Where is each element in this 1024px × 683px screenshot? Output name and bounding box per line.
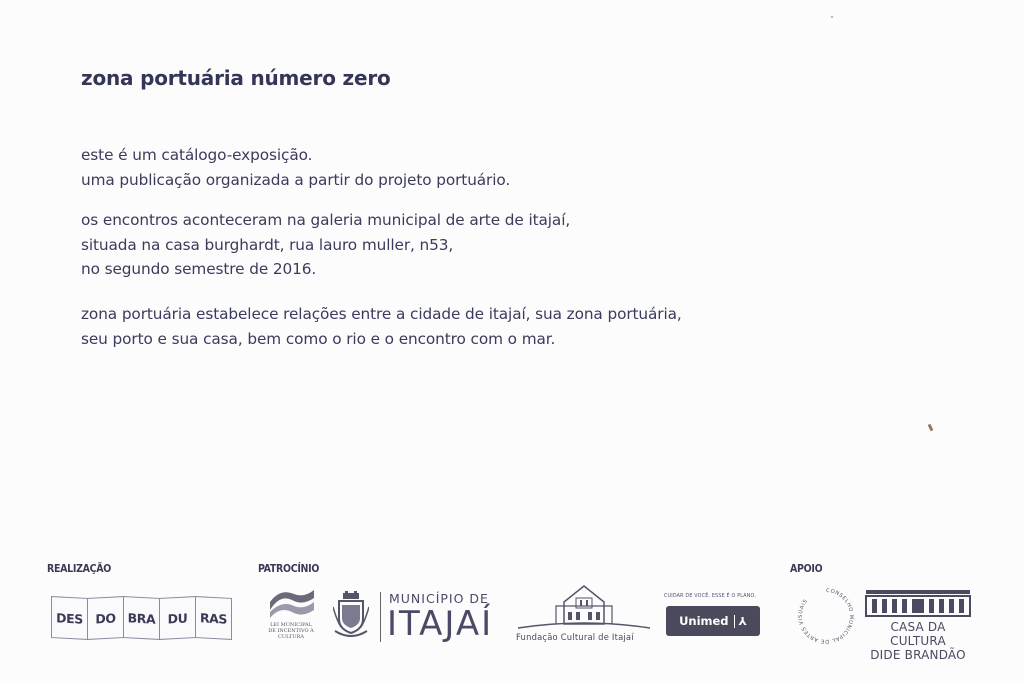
paragraph-2 <box>81 208 570 282</box>
casa-cultura-line: DIDE BRANDÃO <box>870 648 966 662</box>
logo-divider <box>380 592 381 642</box>
paragraph-1 <box>81 143 510 192</box>
paper-speck <box>928 424 934 432</box>
itajai-wordmark: ITAJAÍ <box>387 604 494 644</box>
section-label-realizacao: REALIZAÇÃO <box>47 563 112 575</box>
paragraph-line: uma publicação organizada a partir do projeto portuário. <box>81 170 511 189</box>
fold-panel: BRA <box>123 596 160 640</box>
paragraph-line: situada na casa burghardt, rua lauro muller, n53, <box>81 235 454 254</box>
conselho-artes-visuais-logo-icon <box>795 585 857 647</box>
unimed-name: Unimed <box>679 614 729 628</box>
casa-cultura-line: CASA DA CULTURA <box>890 620 946 648</box>
fold-panel: DO <box>87 596 124 640</box>
fundacao-label: Fundação Cultural de Itajaí <box>516 632 634 642</box>
section-label-patrocinio: PATROCÍNIO <box>258 563 320 575</box>
paragraph-line: no segundo semestre de 2016. <box>81 260 317 278</box>
unimed-tree-icon: ⅄ <box>734 615 747 628</box>
paragraph-line: seu porto e sua casa, bem como o rio e o encontro com o mar. <box>81 329 556 348</box>
page-title: zona portuária número zero <box>81 66 391 90</box>
paragraph-3 <box>81 302 682 351</box>
paper-speck <box>831 16 833 18</box>
fold-panel: RAS <box>195 596 232 640</box>
desdobraduras-logo <box>52 597 232 639</box>
svg-text:CONSELHO MUNICIPAL DE ARTES VI: CONSELHO MUNICIPAL DE ARTES VISUAIS <box>797 587 855 645</box>
unimed-logo <box>666 606 760 636</box>
paragraph-line: os encontros aconteceram na galeria municipal de arte de itajaí, <box>81 211 571 229</box>
fold-panel: DES <box>51 596 88 640</box>
paragraph-line: este é um catálogo-exposição. <box>81 146 313 164</box>
casa-cultura-label <box>864 620 972 662</box>
paragraph-line: zona portuária estabelece relações entre a cidade de itajaí, sua zona portuária, <box>81 305 682 323</box>
lei-incentivo-logo-icon <box>268 588 316 620</box>
coat-of-arms-icon <box>333 591 369 641</box>
section-label-apoio: APOIO <box>790 563 823 575</box>
municipio-label: MUNICÍPIO DE <box>389 591 489 606</box>
lei-incentivo-label: LEI MUNICIPAL DE INCENTIVO À CULTURA <box>268 622 314 640</box>
fold-panel: DU <box>159 596 196 640</box>
fundacao-building-icon <box>516 584 652 630</box>
unimed-tagline: CUIDAR DE VOCÊ. ESSE É O PLANO. <box>664 594 757 599</box>
casa-cultura-building-icon <box>864 586 972 618</box>
